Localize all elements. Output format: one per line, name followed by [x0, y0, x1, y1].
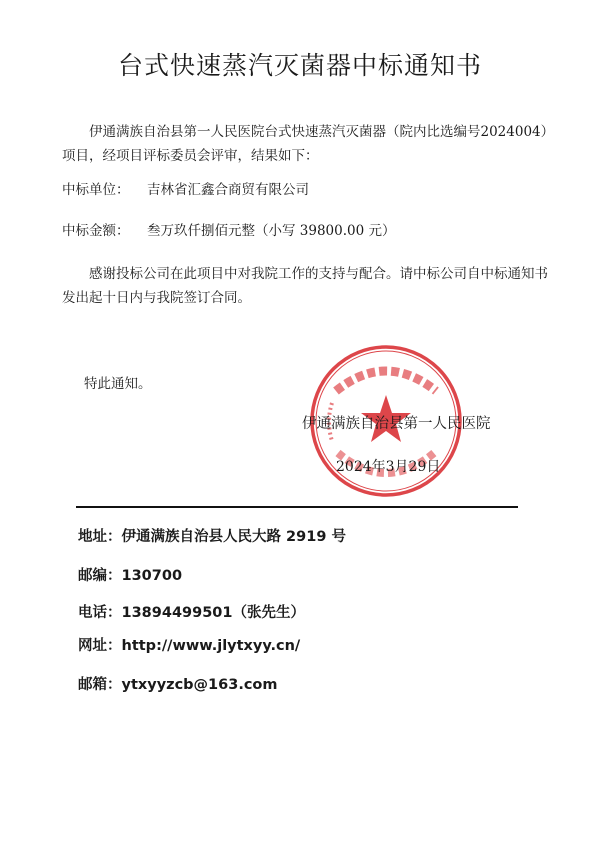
phone-label: 电话： — [78, 605, 122, 621]
email-link[interactable]: ytxyyzcb@163.com — [121, 677, 278, 693]
winner-value: 吉林省汇鑫合商贸有限公司 — [147, 182, 309, 198]
winner-label: 中标单位： — [62, 182, 130, 198]
amount-row — [62, 219, 396, 239]
postcode-label: 邮编： — [78, 568, 122, 584]
email-line — [78, 673, 278, 694]
winner-row — [62, 178, 309, 198]
notice-text: 特此通知。 — [84, 376, 152, 392]
address-line — [78, 525, 346, 546]
email-label: 邮箱： — [78, 677, 122, 693]
intro-paragraph: 伊通满族自治县第一人民医院台式快速蒸汽灭菌器（院内比选编号2024004）项目，经项目评标委员会评审，结果如下： — [62, 124, 548, 164]
amount-value: 叁万玖仟捌佰元整（小写 39800.00 元） — [147, 223, 396, 239]
divider-line — [76, 506, 518, 508]
website-link[interactable]: http://www.jlytxyy.cn/ — [121, 638, 301, 654]
website-label: 网址： — [78, 638, 122, 654]
address-label: 地址： — [78, 529, 122, 545]
document-title: 台式快速蒸汽灭菌器中标通知书 — [117, 51, 482, 80]
thanks-paragraph: 感谢投标公司在此项目中对我院工作的支持与配合。请中标公司自中标通知书发出起十日内与我院签订合同。 — [62, 266, 548, 306]
amount-label: 中标金额： — [62, 223, 130, 239]
phone-line — [78, 601, 305, 622]
seal-script-top — [336, 371, 436, 391]
sign-date: 2024年3月29日 — [336, 459, 441, 475]
postcode-line — [78, 564, 182, 585]
signer-name: 伊通满族自治县第一人民医院 — [302, 416, 491, 432]
phone-value: 13894499501（张先生） — [121, 605, 305, 621]
website-line — [78, 634, 300, 655]
address-value: 伊通满族自治县人民大路 2919 号 — [121, 529, 346, 545]
postcode-value: 130700 — [121, 568, 183, 584]
